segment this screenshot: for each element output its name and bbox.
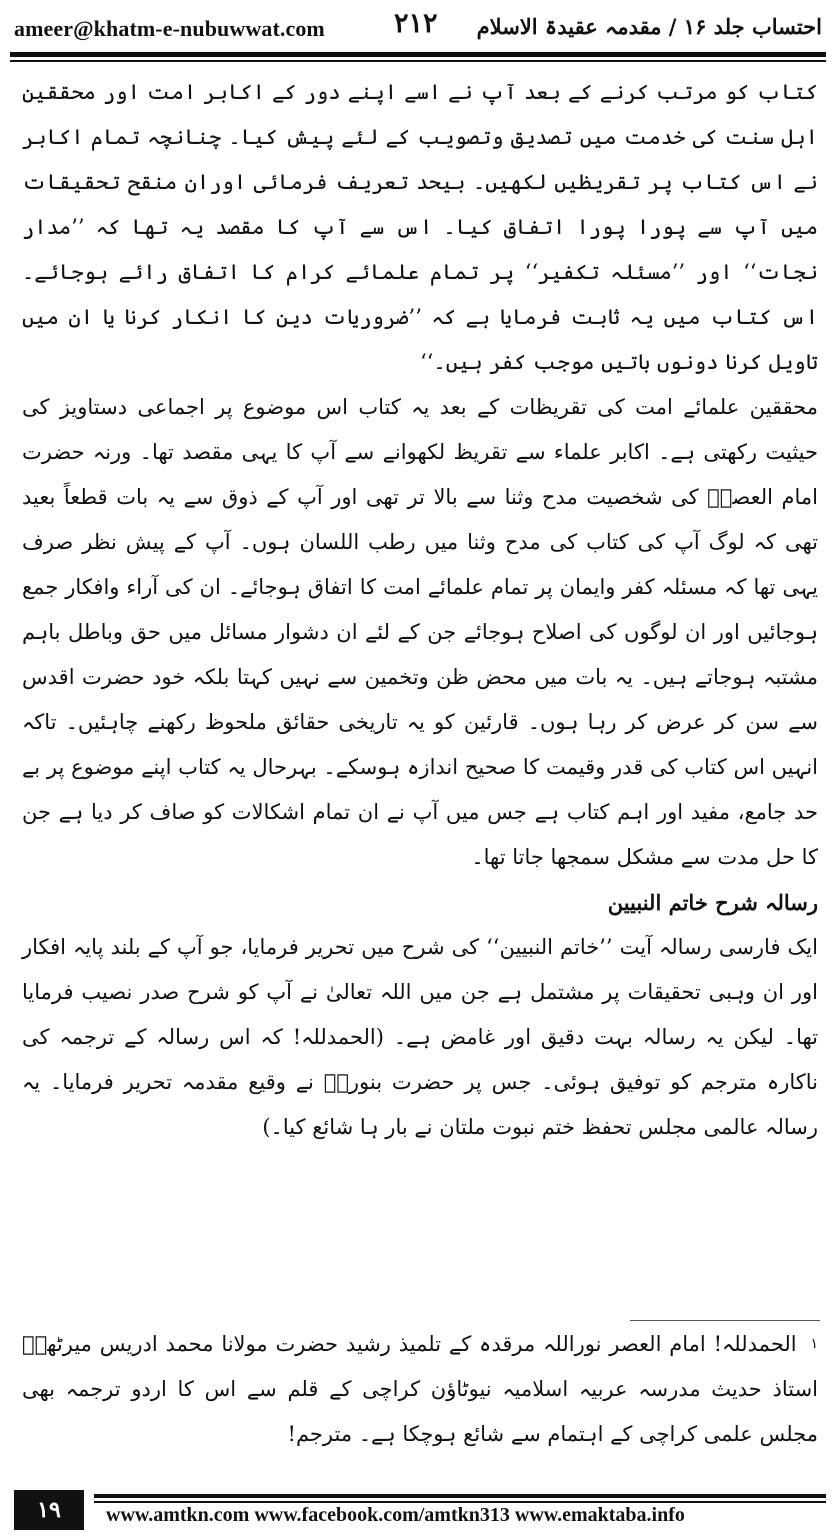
section-heading: رسالہ شرح خاتم النبیین [607, 890, 818, 915]
footnote [22, 1322, 818, 1457]
header-email[interactable]: ameer@khatm-e-nubuwwat.com [14, 16, 325, 41]
body-paragraph: کتاب کو مرتب کرنے کے بعد آپ نے اسے اپنے دور کے اکابر امت اور محققین اہل سنت کی خدمت میں تصدیق وتصویب کے لئے پیش کیا۔ چنانچہ تمام اکابر نے اس کتاب پر تقریظیں لکھیں۔ بیحد تعریف فرمائی اوران منقح تحقیقات میں آپ سے پورا پورا اتفاق کیا۔ اس سے آپ کا مقصد یہ تھا کہ ’’مدار نجات‘‘ اور ’’مسئلہ تکفیر‘‘ پر تمام علمائے کرام کا اتفاق رائے ہوجائے۔ اس کتاب میں یہ ثابت فرمایا ہے کہ ’’ضروریات دین کا انکار کرنا یا ان میں تاویل کرنا دونوں باتیں موجب کفر ہیں۔‘‘ [22, 80, 818, 374]
header-title: احتساب جلد ۱۶ / مقدمہ عقیدۃ الاسلام [476, 14, 822, 39]
footnote-divider [630, 1320, 820, 1321]
page-footer [10, 1488, 826, 1532]
footer-page-number: ۱۹ [14, 1490, 84, 1530]
page-header [14, 8, 822, 48]
footnote-text: الحمدللہ! امام العصر نوراللہ مرقدہ کے تلمیذ رشید حضرت مولانا محمد ادریس میرٹھیؒ استاذ حدیث مدرسہ عربیہ اسلامیہ نیوٹاؤن کراچی کے قلم سے اس کا اردو ترجمہ بھی مجلس علمی کراچی کے اہتمام سے شائع ہوچکا ہے۔ مترجم! [22, 1332, 818, 1446]
header-rule-thin [10, 60, 826, 62]
section-paragraph: ایک فارسی رسالہ آیت ’’خاتم النبیین‘‘ کی شرح میں تحریر فرمایا، جو آپ کے بلند پایہ افکار اور ان وہبی تحقیقات پر مشتمل ہے جن میں اللہ تعالیٰ نے آپ کو شرح صدر نصیب فرمایا تھا۔ لیکن یہ رسالہ بہت دقیق اور غامض ہے۔ (الحمدللہ! کہ اس رسالہ کے ترجمہ کی ناکارہ مترجم کو توفیق ہوئی۔ جس پر حضرت بنوریؒ نے وقیع مقدمہ تحریر فرمایا۔ یہ رسالہ عالمی مجلس تحفظ ختم نبوت ملتان نے بار ہا شائع کیا۔) [22, 935, 818, 1139]
body-paragraph: محققین علمائے امت کی تقریظات کے بعد یہ کتاب اس موضوع پر اجماعی دستاویز کی حیثیت رکھتی ہے۔ اکابر علماء سے تقریظ لکھوانے سے آپ کا یہی مقصد تھا۔ ورنہ حضرت امام العصرؒ کی شخصیت مدح وثنا سے بالا تر تھی اور آپ کے ذوق سے یہ بات قطعاً بعید تھی کہ لوگ آپ کی کتاب کی مدح وثنا میں رطب اللسان ہوں۔ آپ کے پیش نظر صرف یہی تھا کہ مسئلہ کفر وایمان پر تمام علمائے امت کا اتفاق ہوجائے۔ ان کی آراء وافکار جمع ہوجائیں اور ان لوگوں کی اصلاح ہوجائے جن کے لئے ان دشوار مسائل میں حق وباطل باہم مشتبہ ہوجاتے ہیں۔ یہ بات میں محض ظن وتخمین سے نہیں کہتا بلکہ خود حضرت اقدس سے سن کر عرض کر رہا ہوں۔ قارئین کو یہ تاریخی حقائق ملحوظ رکھنے چاہئیں۔ تاکہ انہیں اس کتاب کی قدر وقیمت کا صحیح اندازہ ہوسکے۔ بہرحال یہ کتاب اپنے موضوع پر بے حد جامع، مفید اور اہم کتاب ہے جس میں آپ نے ان تمام اشکالات کو صاف کر دیا ہے جن کا حل مدت سے مشکل سمجھا جاتا تھا۔ [22, 395, 818, 869]
footnote-marker: ۱ [810, 1336, 818, 1352]
footer-rules [94, 1494, 826, 1503]
footer-links[interactable]: www.amtkn.com www.facebook.com/amtkn313 www.emaktaba.info [106, 1504, 685, 1526]
header-page-number: ۲۱۲ [394, 8, 438, 39]
header-rule-thick [10, 52, 826, 57]
main-content [22, 70, 818, 1150]
